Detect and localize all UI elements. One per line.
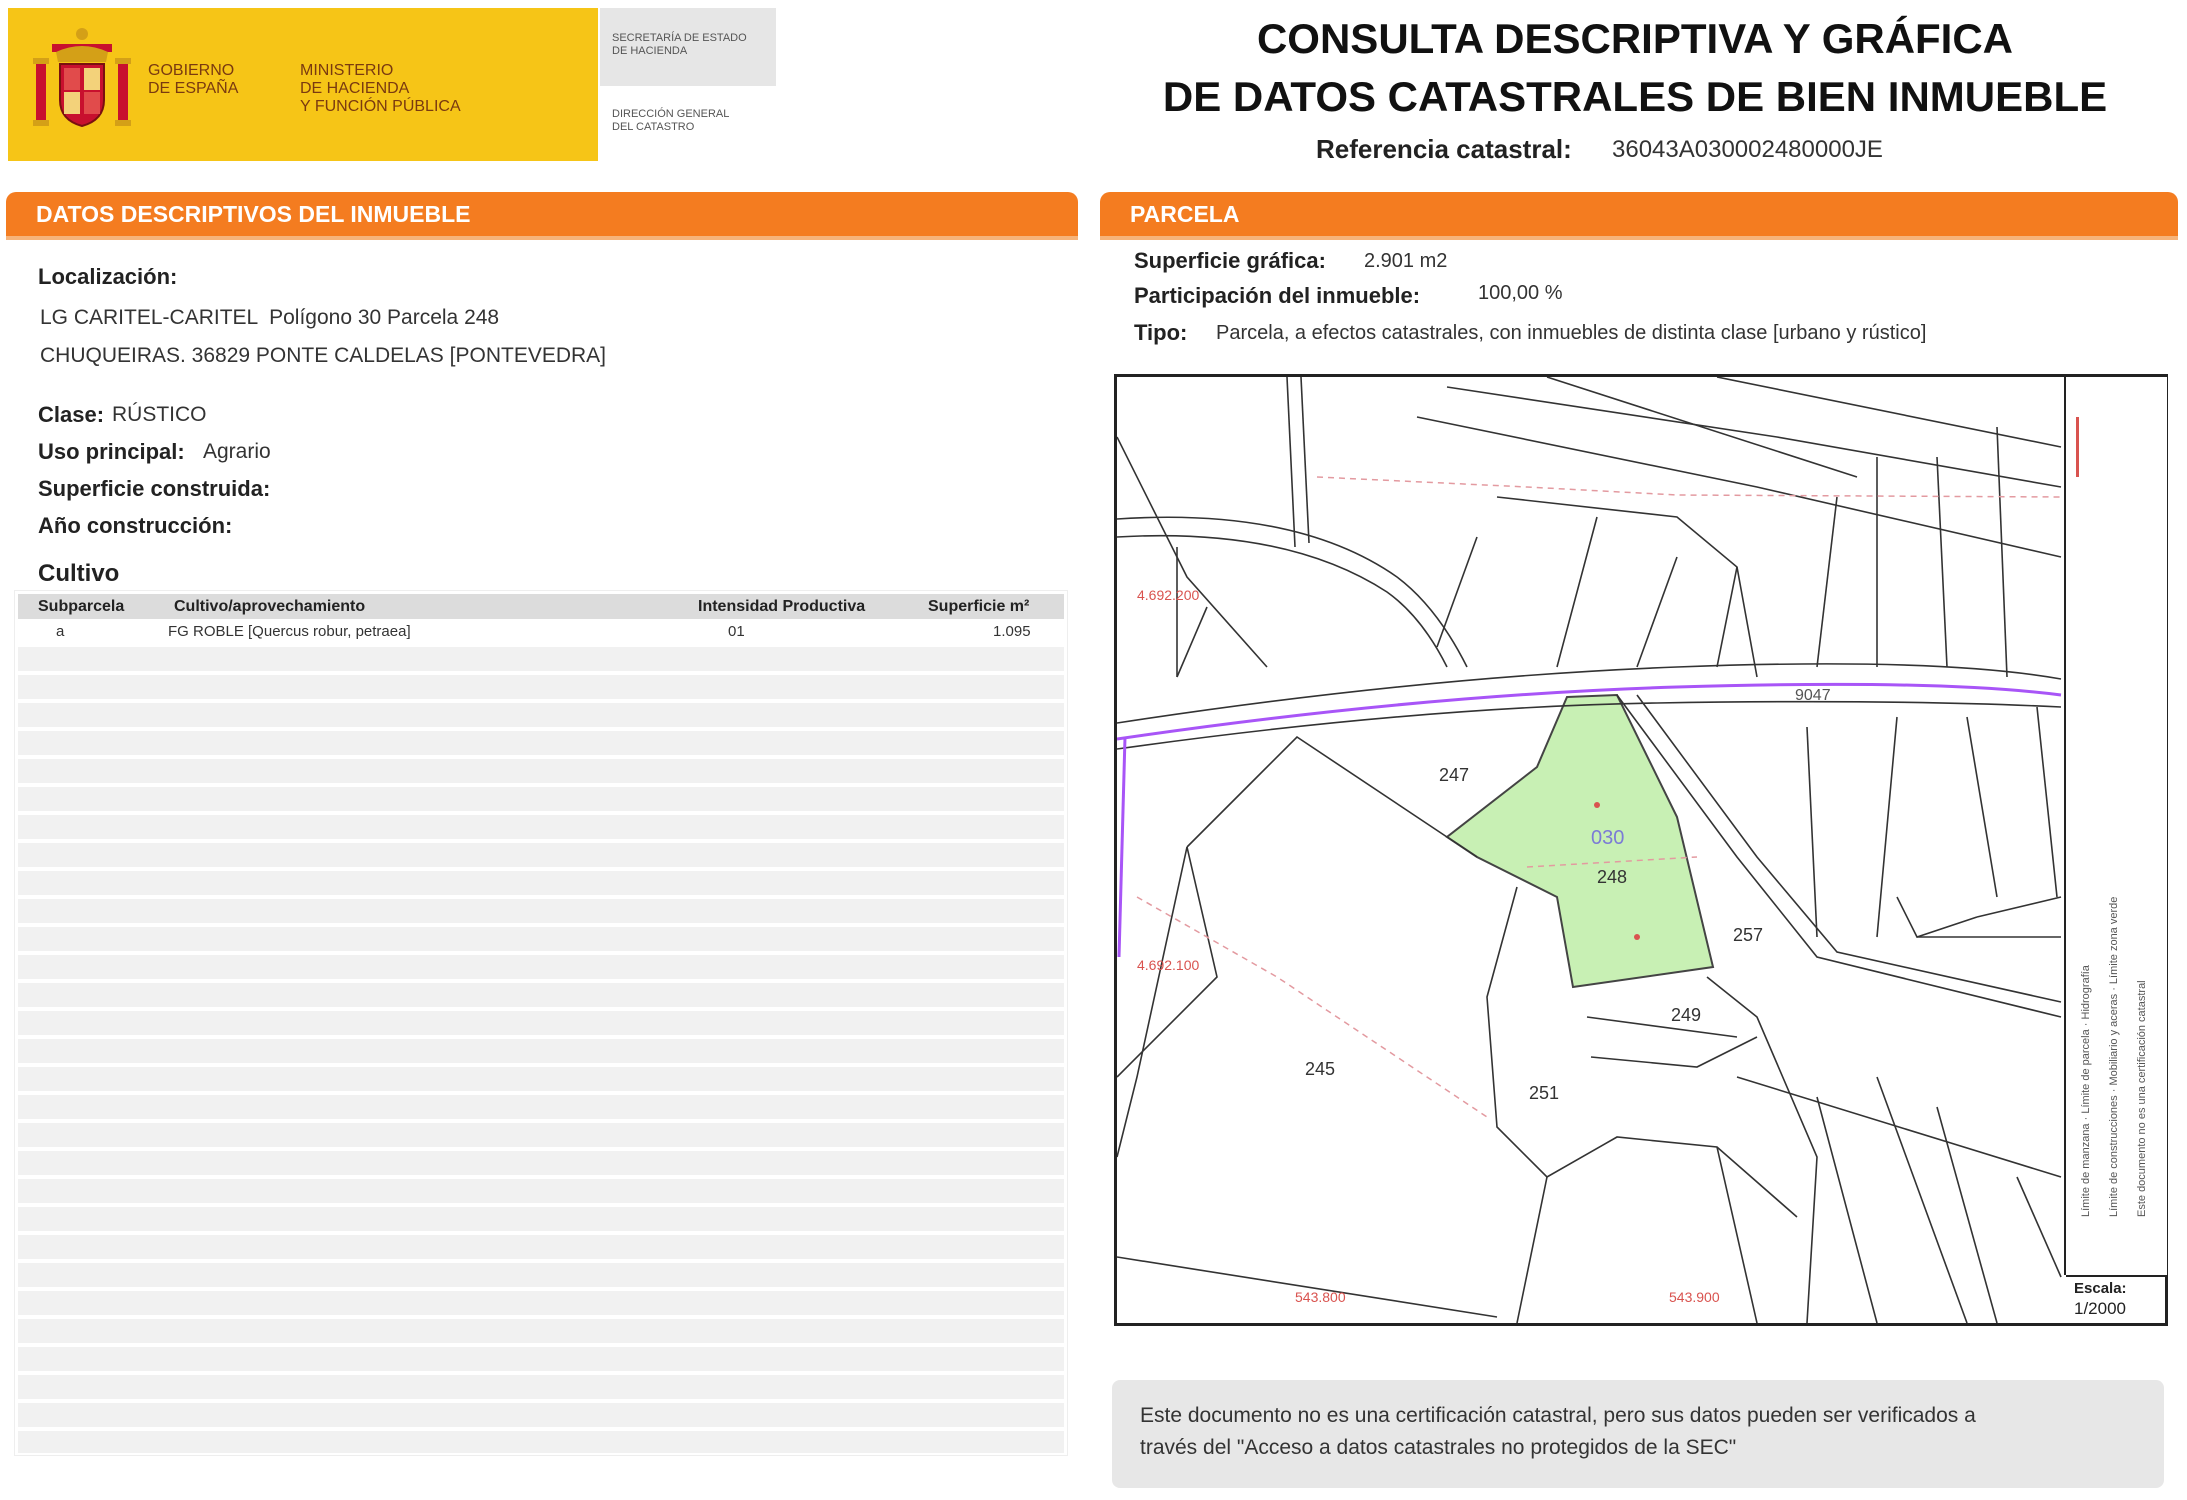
coat-of-arms-icon <box>22 22 142 142</box>
legend-item: Límite de construcciones <box>2108 1095 2120 1217</box>
clase-value: RÚSTICO <box>112 403 207 426</box>
legend-note: Este documento no es una certificación catastral <box>2136 980 2148 1217</box>
cadastral-map[interactable] <box>1114 374 2168 1326</box>
header-intensidad: Intensidad Productiva <box>698 598 866 615</box>
cell-superficie: 1.095 <box>993 623 1031 640</box>
parcel-label: 257 <box>1733 925 1764 945</box>
tipo-label: Tipo: <box>1134 320 1188 345</box>
legend-text: Límite de construcciones · Mobiliario y aceras · Límite zona verde <box>2108 896 2120 1217</box>
superficie-grafica-label: Superficie gráfica: <box>1134 248 1326 273</box>
cell-subparcela: a <box>56 623 65 640</box>
legend-item: Límite zona verde <box>2108 896 2120 985</box>
direccion-line: DIRECCIÓN GENERAL <box>612 108 730 120</box>
parcel-label: 248 <box>1597 867 1628 887</box>
table-row <box>18 619 1064 647</box>
ministry-line: Y FUNCIÓN PÚBLICA <box>300 98 461 115</box>
header-cultivo: Cultivo/aprovechamiento <box>174 598 366 615</box>
localizacion-label: Localización: <box>38 264 178 289</box>
disclaimer-line-1: Este documento no es una certificación catastral, pero sus datos pueden ser verificados a <box>1140 1404 1976 1427</box>
scale-value: 1/2000 <box>2074 1299 2126 1318</box>
parcel-label: 249 <box>1671 1005 1702 1025</box>
coordinate-label: 4.692.200 <box>1137 587 1200 603</box>
scale-label: Escala: <box>2074 1280 2127 1297</box>
legend-item: Hidrografía <box>2080 965 2092 1020</box>
coordinate-label: 543.800 <box>1295 1289 1346 1305</box>
direccion-line: DEL CATASTRO <box>612 121 695 133</box>
superficie-grafica-value: 2.901 m2 <box>1364 250 1448 272</box>
secretaria-line: DE HACIENDA <box>612 45 688 57</box>
section-divider <box>6 236 1078 240</box>
participacion-label: Participación del inmueble: <box>1134 283 1421 308</box>
tipo-value: Parcela, a efectos catastrales, con inmuebles de distinta clase [urbano y rústico] <box>1216 322 1927 344</box>
coordinate-label: 543.900 <box>1669 1289 1720 1305</box>
gov-line: GOBIERNO <box>148 62 235 79</box>
descriptive-data-title: DATOS DESCRIPTIVOS DEL INMUEBLE <box>6 192 1078 236</box>
polygon-label: 030 <box>1591 827 1625 849</box>
descriptive-data-header <box>6 192 1078 240</box>
gov-text <box>148 62 298 98</box>
cultivo-title: Cultivo <box>38 560 120 587</box>
cultivo-table-empty-rows <box>18 647 1064 1453</box>
ref-catastral-label: Referencia catastral: <box>1316 134 1572 164</box>
ministry-text <box>300 62 500 116</box>
localizacion-line-2: CHUQUEIRAS. 36829 PONTE CALDELAS [PONTEVEDRA] <box>40 344 607 367</box>
map-legend <box>2064 377 2167 1275</box>
header-subparcela: Subparcela <box>38 598 125 615</box>
cell-cultivo: FG ROBLE [Quercus robur, petraea] <box>168 623 411 640</box>
cell-intensidad: 01 <box>728 623 745 640</box>
localizacion-line-1: LG CARITEL-CARITEL Polígono 30 Parcela 248 <box>40 306 500 329</box>
ministry-line: MINISTERIO <box>300 62 394 79</box>
road-label: 9047 <box>1795 687 1831 704</box>
title-line-2: DE DATOS CATASTRALES DE BIEN INMUEBLE <box>1162 73 2108 120</box>
superficie-construida-label: Superficie construida: <box>38 476 271 501</box>
section-divider <box>1100 236 2178 240</box>
secretaria-line: SECRETARÍA DE ESTADO <box>612 32 747 44</box>
parcel-label: 245 <box>1305 1059 1336 1079</box>
uso-principal-value: Agrario <box>203 440 271 463</box>
disclaimer-box <box>1112 1380 2164 1488</box>
coordinate-label: 4.692.100 <box>1137 957 1200 973</box>
secretaria-text <box>612 32 772 58</box>
uso-principal-label: Uso principal: <box>38 439 185 464</box>
clase-label: Clase: <box>38 402 105 427</box>
parcel-label: 247 <box>1439 765 1470 785</box>
anio-construccion-label: Año construcción: <box>38 513 233 538</box>
participacion-value: 100,00 % <box>1478 282 1563 304</box>
header-superficie: Superficie m² <box>928 598 1030 615</box>
ref-catastral-value: 36043A030002480000JE <box>1612 136 1883 163</box>
disclaimer-line-2: través del "Acceso a datos catastrales no protegidos de la SEC" <box>1140 1436 1737 1459</box>
legend-item: Límite de parcela <box>2080 1029 2092 1114</box>
map-drawing <box>1117 377 2165 1323</box>
gov-line: DE ESPAÑA <box>148 80 239 97</box>
legend-item: Límite de manzana <box>2080 1123 2092 1217</box>
title-line-1: CONSULTA DESCRIPTIVA Y GRÁFICA <box>1256 15 2014 62</box>
parcela-title: PARCELA <box>1100 192 2178 236</box>
table-header <box>18 594 1064 619</box>
document-title <box>1100 10 2170 126</box>
direccion-general-text <box>612 108 772 134</box>
cultivo-table <box>18 594 1064 647</box>
ministry-line: DE HACIENDA <box>300 80 410 97</box>
parcel-label: 251 <box>1529 1083 1560 1103</box>
legend-text: Límite de manzana · Límite de parcela · Hidrografía <box>2080 965 2092 1217</box>
parcela-header <box>1100 192 2178 240</box>
legend-item: Mobiliario y aceras <box>2108 993 2120 1086</box>
